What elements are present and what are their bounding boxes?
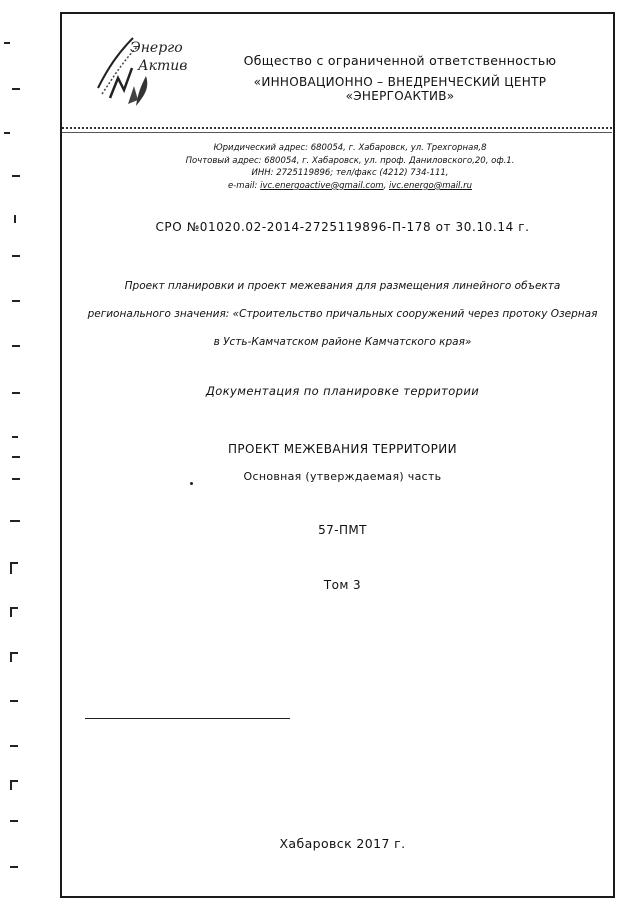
scan-speck bbox=[190, 482, 193, 485]
inn-phone: ИНН: 2725119896; тел/факс (4212) 734-111, bbox=[251, 168, 449, 179]
project-title-line1: Проект планировки и проект межевания для размещения линейного объекта bbox=[124, 280, 561, 292]
company-logo bbox=[88, 28, 208, 108]
email-link-2[interactable]: ivc.energo@mail.ru bbox=[389, 180, 472, 191]
city-year: Хабаровск 2017 г. bbox=[279, 836, 406, 851]
project-title bbox=[80, 272, 605, 356]
sro-number: СРО №01020.02-2014-2725119896-П-178 от 30.10.14 г. bbox=[155, 220, 530, 234]
document-code: 57-ПМТ bbox=[318, 523, 367, 537]
header-divider bbox=[62, 127, 612, 133]
signature-line bbox=[85, 718, 290, 719]
org-name-line1: Общество с ограниченной ответственностью bbox=[243, 53, 557, 68]
document-main-title: ПРОЕКТ МЕЖЕВАНИЯ ТЕРРИТОРИИ bbox=[227, 442, 458, 456]
binding-margin-marks bbox=[0, 0, 30, 905]
email-line bbox=[150, 180, 550, 193]
contact-block bbox=[150, 142, 550, 192]
email-label: e-mail: bbox=[228, 180, 261, 191]
email-separator: , bbox=[383, 180, 389, 191]
org-name-line2: «ИННОВАЦИОННО – ВНЕДРЕНЧЕСКИЙ ЦЕНТР «ЭНЕРГОАКТИВ» bbox=[253, 75, 547, 103]
project-title-line3: в Усть-Камчатском районе Камчатского края» bbox=[213, 336, 472, 348]
documentation-type: Документация по планировке территории bbox=[205, 384, 480, 398]
project-title-line2: регионального значения: «Строительство причальных сооружений через протоку Озерная bbox=[87, 308, 598, 320]
document-subtitle: Основная (утверждаемая) часть bbox=[243, 470, 442, 483]
energoactive-logo-icon bbox=[88, 28, 208, 108]
logo-text-line1: Энерго bbox=[130, 40, 183, 56]
logo-text-line2: Актив bbox=[138, 58, 188, 74]
email-link-1[interactable]: ivc.energoactive@gmail.com bbox=[260, 180, 384, 191]
legal-address: Юридический адрес: 680054, г. Хабаровск, ул. Трехгорная,8 bbox=[213, 143, 487, 153]
postal-address: Почтовый адрес: 680054, г. Хабаровск, ул. проф. Даниловского,20, оф.1. bbox=[185, 155, 515, 166]
volume-number: Том 3 bbox=[323, 578, 362, 592]
